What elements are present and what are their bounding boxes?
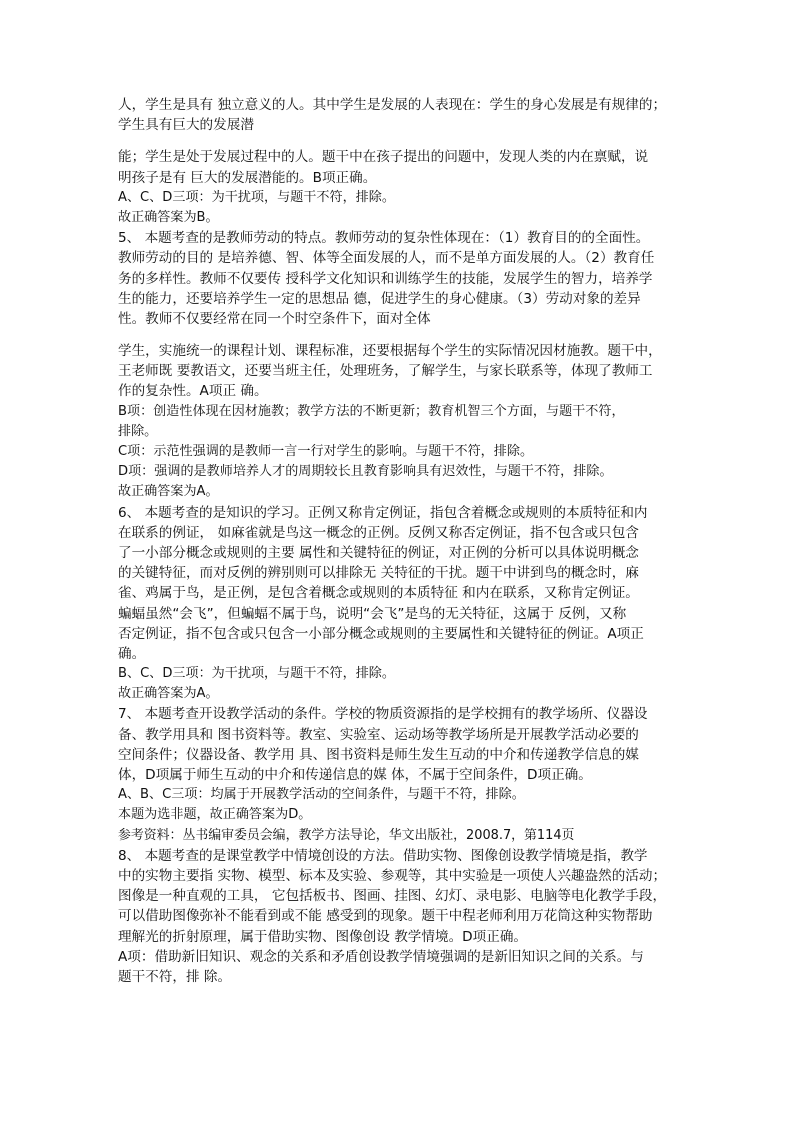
paragraph-gap <box>118 329 690 341</box>
text-line: 故正确答案为A。 <box>118 686 219 702</box>
text-line: 的关键特征，而对反例的辨别则可以排除无 关特征的干扰。题干中讲到鸟的概念时，麻 <box>118 565 639 582</box>
text-line: 故正确答案为B。 <box>118 209 219 225</box>
text-line: 教师劳动的目的 是培养德、智、体等全面发展的人，而不是单方面发展的人。（2）教育任 <box>118 250 655 267</box>
text-line: 题干不符，排 除。 <box>118 968 232 985</box>
text-line: 确。 <box>118 645 146 662</box>
text-line: 学生，实施统一的课程计划、课程标准，还要根据每个学生的实际情况因材施教。题干中， <box>118 343 662 360</box>
text-line: 性。教师不仅要经常在同一个时空条件下，面对全体 <box>118 310 431 327</box>
text-line: 空间条件；仪器设备、教学用 具、图书资料是师生发生互动的中介和传递教学信息的媒 <box>118 746 639 763</box>
text-line: 明孩子是有 巨大的发展潜能的。B项正确。 <box>118 169 377 186</box>
text-line: C项：示范性强调的是教师一言一行对学生的影响。与题干不符，排除。 <box>118 444 534 459</box>
text-line: 体，D项属于师生互动的中介和传递信息的媒 体，不属于空间条件，D项正确。 <box>118 767 592 783</box>
document-page <box>118 95 690 987</box>
text-line: 理解光的折射原理，属于借助实物、图像创设 教学情境。D项正确。 <box>118 928 528 945</box>
text-line: 备、教学用具和 图书资料等。教室、实验室、运动场等教学场所是开展教学活动必要的 <box>118 726 639 743</box>
text-line: 图像是一种直观的工具， 它包括板书、图画、挂图、幻灯、录电影、电脑等电化教学手段， <box>118 888 667 905</box>
text-line: 在联系的例证， 如麻雀就是鸟这一概念的正例。反例又称否定例证，指不包含或只包含 <box>118 524 639 541</box>
text-line: D项：强调的是教师培养人才的周期较长且教育影响具有迟效性，与题干不符，排除。 <box>118 464 613 480</box>
text-line: 作的复杂性。A项正 确。 <box>118 383 268 400</box>
question-7-start: 7、 本题考查开设教学活动的条件。学校的物质资源指的是学校拥有的教学场所、仪器设 <box>118 706 648 723</box>
question-6-start: 6、 本题考查的是知识的学习。正例又称肯定例证，指包含着概念或规则的本质特征和内 <box>118 504 648 521</box>
text-line: 能；学生是处于发展过程中的人。题干中在孩子提出的问题中，发现人类的内在禀赋，说 <box>118 149 649 166</box>
text-line: 学生具有巨大的发展潜 <box>118 117 254 134</box>
question-8-start: 8、 本题考查的是课堂教学中情境创设的方法。借助实物、图像创设教学情境是指，教学 <box>118 847 648 864</box>
question-5-start: 5、 本题考查的是教师劳动的特点。教师劳动的复杂性体现在：（1）教育目的的全面性。 <box>118 230 650 247</box>
reference-line: 参考资料：丛书编审委员会编，教学方法导论，华文出版社，2008.7，第114页 <box>118 827 575 843</box>
text-line: 排除。 <box>118 423 158 439</box>
text-line: A、C、D三项：为干扰项，与题干不符，排除。 <box>118 189 395 205</box>
text-line: 否定例证，指不包含或只包含一小部分概念或规则的主要属性和关键特征的例证。A项正 <box>118 625 644 642</box>
text-line: 生的能力，还要培养学生一定的思想品 德，促进学生的身心健康。（3）劳动对象的差异 <box>118 290 641 307</box>
text-line: 了一小部分概念或规则的主要 属性和关键特征的例证，对正例的分析可以具体说明概念 <box>118 544 639 561</box>
text-line: 中的实物主要指 实物、模型、标本及实验、参观等，其中实验是一项使人兴趣盎然的活动； <box>118 867 667 884</box>
text-line: 雀、鸡属于鸟，是正例，是包含着概念或规则的本质特征 和内在联系，又称肯定例证。 <box>118 585 639 602</box>
paragraph-gap <box>118 135 690 147</box>
text-line: 蝙蝠虽然“会飞”，但蝙蝠不属于鸟，说明“会飞”是鸟的无关特征，这属于 反例，又称 <box>118 605 627 622</box>
text-line: 可以借助图像弥补不能看到或不能 感受到的现象。题干中程老师利用万花筒这种实物帮助 <box>118 908 653 925</box>
text-line: A项：借助新旧知识、观念的关系和矛盾创设教学情境强调的是新旧知识之间的关系。与 <box>118 948 644 965</box>
text-line: A、B、C三项：均属于开展教学活动的空间条件，与题干不符，排除。 <box>118 787 525 803</box>
text-line: 本题为选非题，故正确答案为D。 <box>118 807 312 823</box>
text-line: 务的多样性。教师不仅要传 授科学文化知识和训练学生的技能，发展学生的智力，培养学 <box>118 270 653 287</box>
text-line: B项：创造性体现在因材施教；教学方法的不断更新；教育机智三个方面，与题干不符， <box>118 403 625 419</box>
text-line: 故正确答案为A。 <box>118 484 219 500</box>
text-line: B、C、D三项：为干扰项，与题干不符，排除。 <box>118 666 395 682</box>
text-line: 人，学生是具有 独立意义的人。其中学生是发展的人表现在：学生的身心发展是有规律的； <box>118 97 667 113</box>
text-line: 王老师既 要教语文，还要当班主任，处理班务，了解学生，与家长联系等，体现了教师工 <box>118 363 653 380</box>
